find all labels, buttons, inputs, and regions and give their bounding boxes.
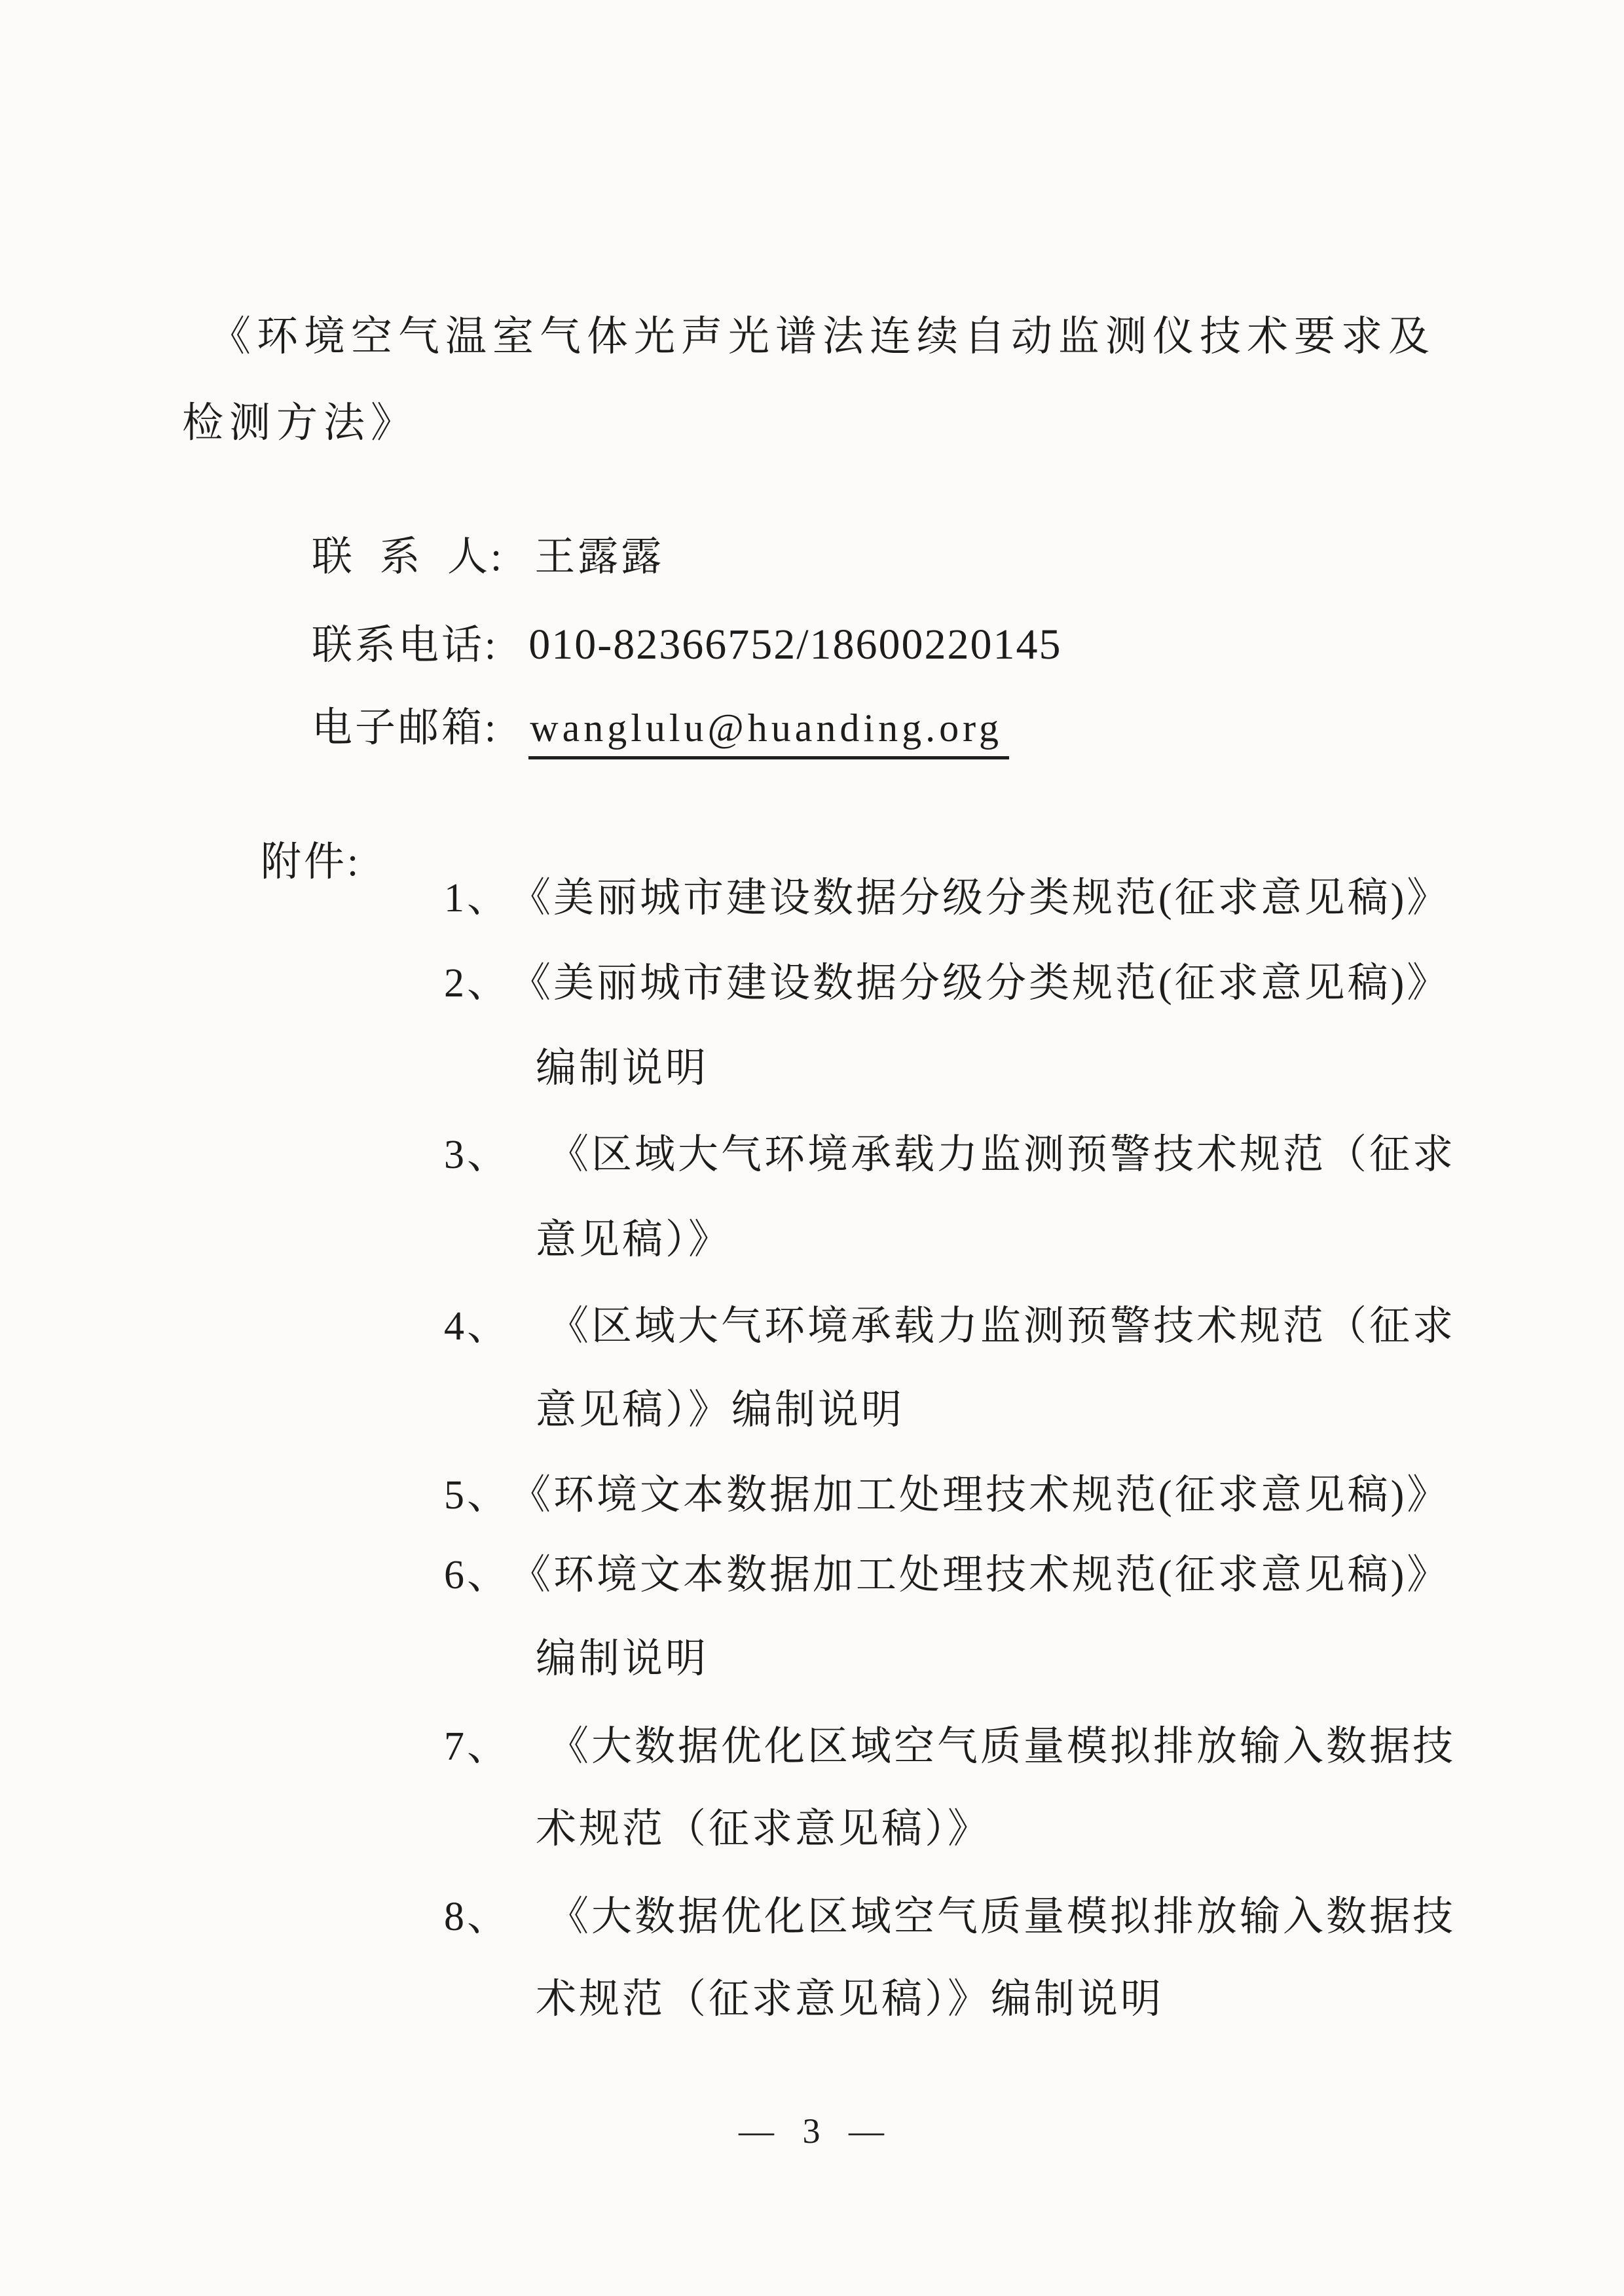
attachment-title: 意见稿）》编制说明: [536, 1388, 905, 1433]
attachment-title: 术规范（征求意见稿）》编制说明: [536, 1977, 1164, 2022]
attachments-label: 附件:: [261, 840, 361, 884]
contact-name-label: 联 系 人:: [312, 535, 505, 580]
attachment-line-continuation: [485, 1930, 1164, 2070]
attachment-title: 编制说明: [536, 1046, 709, 1091]
attachment-number: 7、: [444, 1724, 511, 1770]
attachment-title: 《美丽城市建设数据分级分类规范(征求意见稿)》: [510, 961, 1450, 1006]
attachment-number: 8、: [444, 1895, 511, 1940]
attachment-number: 6、: [444, 1553, 511, 1598]
attachment-title: 编制说明: [536, 1637, 709, 1682]
contact-phone-label: 联系电话:: [312, 623, 499, 668]
contact-email-value: wanglulu@huanding.org: [528, 706, 1009, 759]
attachment-number: 1、: [444, 876, 511, 921]
attachment-title: 《环境文本数据加工处理技术规范(征求意见稿)》: [510, 1553, 1450, 1598]
attachment-title: 术规范（征求意见稿）》: [536, 1807, 991, 1852]
document-title-line-1: 《环境空气温室气体光声光谱法连续自动监测仪技术要求及: [210, 314, 1435, 359]
document-title-line-2: 检测方法》: [182, 400, 418, 446]
contact-name-value: 王露露: [534, 535, 665, 580]
attachment-title: 《美丽城市建设数据分级分类规范(征求意见稿)》: [510, 876, 1450, 921]
attachment-number: 4、: [444, 1304, 511, 1349]
attachment-title: 《大数据优化区域空气质量模拟排放输入数据技: [548, 1724, 1456, 1770]
contact-phone-value: 010-82366752/18600220145: [528, 621, 1062, 669]
attachment-title: 《区域大气环境承载力监测预警技术规范（征求: [548, 1133, 1456, 1178]
contact-email-row: [261, 659, 1009, 799]
attachment-title: 《环境文本数据加工处理技术规范(征求意见稿)》: [510, 1473, 1450, 1518]
page-number: — 3 —: [739, 2111, 885, 2151]
attachment-number: 3、: [444, 1133, 511, 1178]
attachment-title: 《大数据优化区域空气质量模拟排放输入数据技: [548, 1895, 1456, 1940]
attachment-title: 意见稿）》: [536, 1218, 732, 1263]
contact-email-label: 电子邮箱:: [312, 706, 499, 751]
attachment-title: 《区域大气环境承载力监测预警技术规范（征求: [548, 1304, 1456, 1349]
attachment-number: 2、: [444, 961, 511, 1006]
attachment-number: 5、: [444, 1473, 511, 1518]
